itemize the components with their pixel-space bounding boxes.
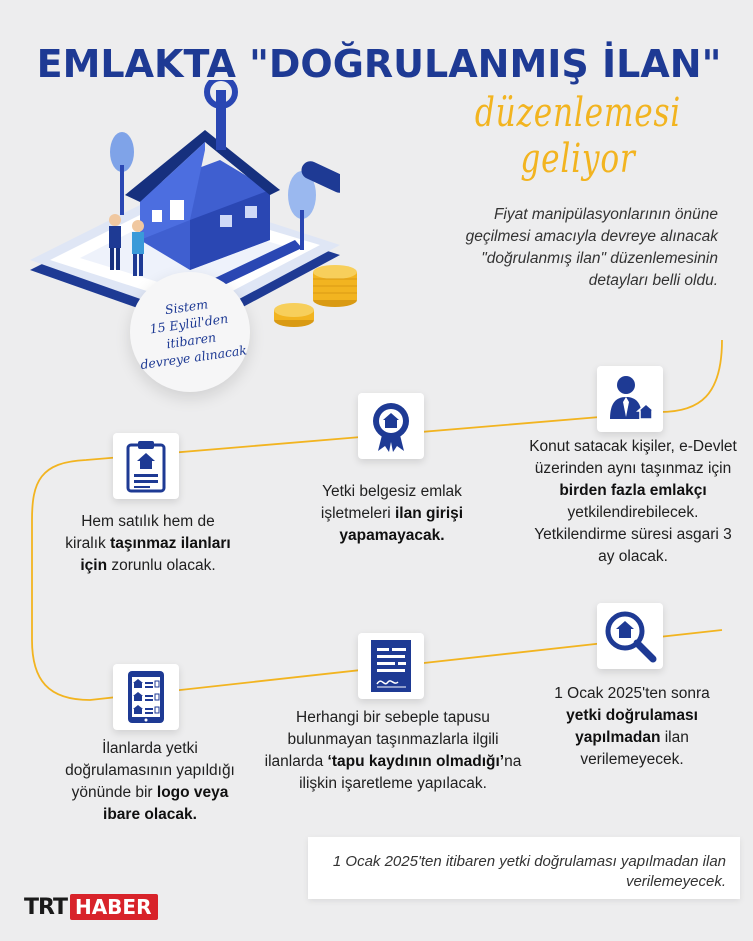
coins-illustration [270, 258, 370, 338]
card-deed-post: na ilişkin işaretleme yapılacak. [299, 753, 522, 792]
card-sale-rent-post: zorunlu olacak. [107, 557, 216, 574]
logo-trt: TRT [24, 894, 67, 920]
card-deed [262, 707, 524, 795]
document-signature-icon [358, 633, 424, 699]
footer-note: 1 Ocak 2025'ten itibaren yetki doğrulaması yapılmadan ilan verilemeyecek. [332, 853, 726, 890]
card-date-bold: yetki doğrulaması yapılmadan [566, 707, 698, 746]
page-subtitle: düzenlemesi geliyor [474, 90, 682, 182]
card-deed-bold: ‘tapu kaydının olmadığı’ [327, 753, 505, 770]
card-unlicensed [318, 481, 466, 547]
trt-haber-logo [24, 893, 158, 921]
card-sale-rent [64, 511, 232, 577]
award-house-icon [358, 393, 424, 459]
intro-text: Fiyat manipülasyonlarının önüne geçilmesi amacıyla devreye alınacak "doğrulanmış ilan" düzenlemesinin detayları belli oldu. [465, 206, 718, 289]
card-logo-pre: İlanlarda yetki doğrulamasının yapıldığı yönünde bir [65, 740, 235, 801]
card-logo [58, 738, 242, 826]
badge-text: Sistem 15 Eylül'den itibaren devreye alınacak [139, 296, 248, 373]
magnifier-house-icon [597, 603, 663, 669]
card-seller-bold: birden fazla emlakçı [559, 482, 707, 499]
card-deed-pre: Herhangi bir sebeple tapusu bulunmayan taşınmazlarla ilgili ilanlarda [264, 709, 499, 770]
card-unlicensed-bold: ilan girişi yapamayacak. [339, 505, 464, 544]
card-date-pre: 1 Ocak 2025'ten sonra [554, 685, 710, 702]
card-sale-rent-bold: taşınmaz ilanları için [80, 535, 231, 574]
businessman-house-icon [597, 366, 663, 432]
logo-haber: HABER [70, 894, 158, 920]
clipboard-house-icon [113, 433, 179, 499]
card-seller [528, 436, 738, 568]
card-date [546, 683, 718, 771]
tablet-listings-icon [113, 664, 179, 730]
card-seller-pre: Konut satacak kişiler, e-Devlet üzerinden aynı taşınmaz için [529, 438, 737, 477]
card-logo-bold: logo veya ibare olacak. [103, 784, 229, 823]
card-date-post: ilan verilemeyecek. [580, 729, 689, 768]
card-sale-rent-pre: Hem satılık hem de kiralık [65, 513, 215, 552]
start-date-badge [130, 272, 250, 392]
page-title: EMLAKTA "DOĞRULANMIŞ İLAN" [36, 42, 722, 86]
card-unlicensed-pre: Yetki belgesiz emlak işletmeleri [320, 483, 462, 522]
card-seller-post: yetkilendirebilecek. Yetkilendirme süresi asgari 3 ay olacak. [534, 504, 732, 565]
